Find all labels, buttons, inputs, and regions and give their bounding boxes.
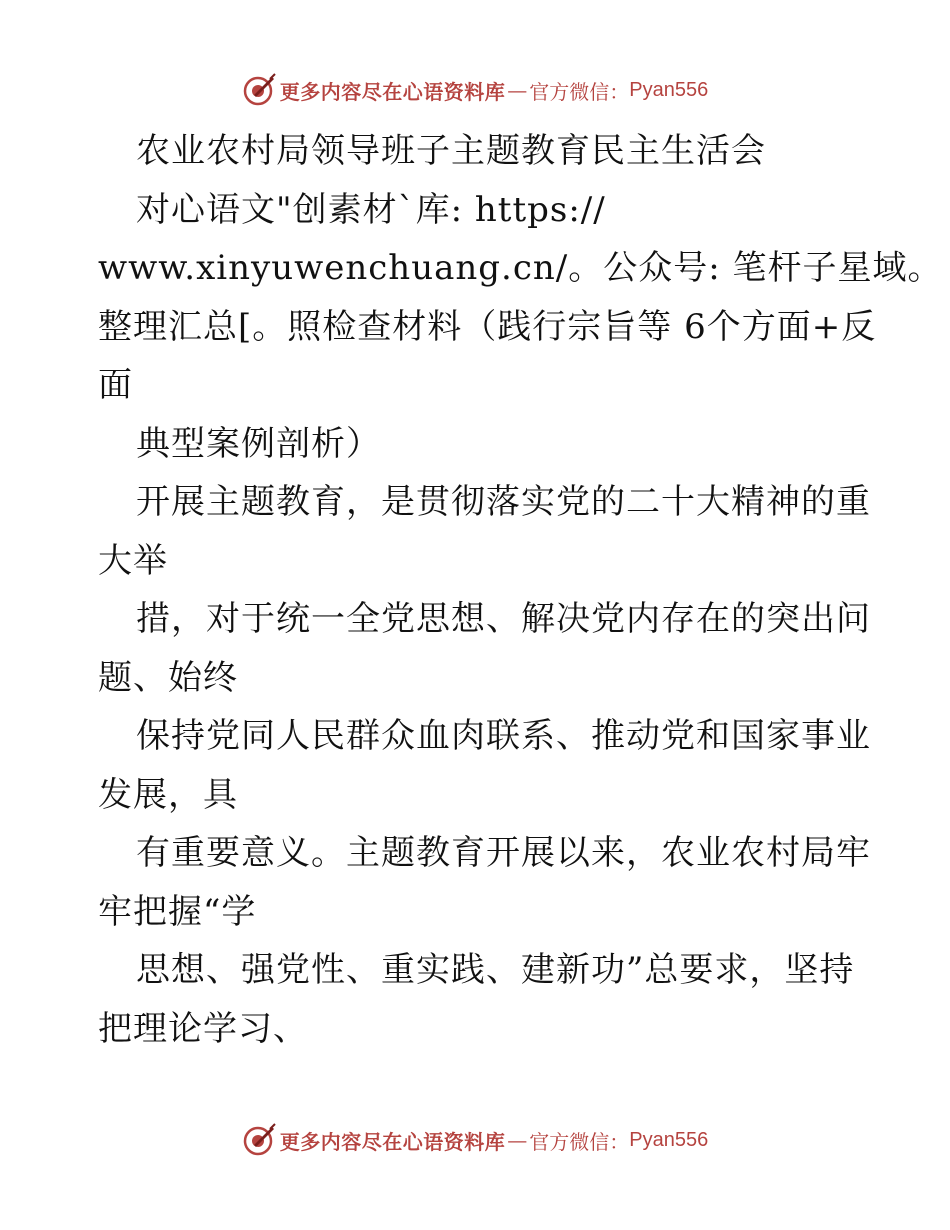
header-banner xyxy=(0,70,950,110)
text-line: 整理汇总[。照检查材料（践行宗旨等 6个方面+反 xyxy=(98,306,877,347)
text-line: 把理论学习、 xyxy=(98,1008,308,1049)
banner-wechat-label: 官方微信： xyxy=(529,1129,630,1154)
text-line: 大举 xyxy=(98,540,168,581)
text-line: 题、始终 xyxy=(98,657,238,698)
text-line: 典型案例剖析） xyxy=(136,423,381,464)
text-line: 开展主题教育，是贯彻落实党的二十大精神的重 xyxy=(136,482,871,522)
banner-separator: — xyxy=(507,1128,528,1152)
text-line: 思想、强党性、重实践、建新功”总要求，坚持 xyxy=(136,950,855,990)
quill-pen-circle-icon xyxy=(242,73,276,107)
banner-wechat-id: Pyan556 xyxy=(629,1128,709,1151)
banner-slogan: 更多内容尽在心语资料库 xyxy=(279,79,506,104)
text-line: 发展，具 xyxy=(98,774,238,815)
text-line: www.xinyuwenchuang.cn/。公众号: 笔杆子星域。 xyxy=(98,248,943,288)
text-line: 保持党同人民群众血肉联系、推动党和国家事业 xyxy=(136,716,871,756)
quill-pen-circle-icon xyxy=(242,1123,276,1157)
footer-banner xyxy=(0,1120,950,1160)
text-line: 有重要意义。主题教育开展以来，农业农村局牢 xyxy=(136,833,871,873)
document-body xyxy=(98,122,943,1058)
document-title: 农业农村局领导班子主题教育民主生活会 xyxy=(136,131,766,171)
text-line: 牢把握“学 xyxy=(98,891,257,932)
text-line: 对心语文"创素材`库: https:// xyxy=(136,189,606,230)
banner-slogan: 更多内容尽在心语资料库 xyxy=(279,1129,506,1154)
text-line: 面 xyxy=(98,365,133,405)
text-line: 措，对于统一全党思想、解决党内存在的突出问 xyxy=(136,599,871,639)
banner-wechat-label: 官方微信： xyxy=(529,79,630,104)
banner-separator: — xyxy=(507,78,528,102)
banner-wechat-id: Pyan556 xyxy=(629,78,709,101)
